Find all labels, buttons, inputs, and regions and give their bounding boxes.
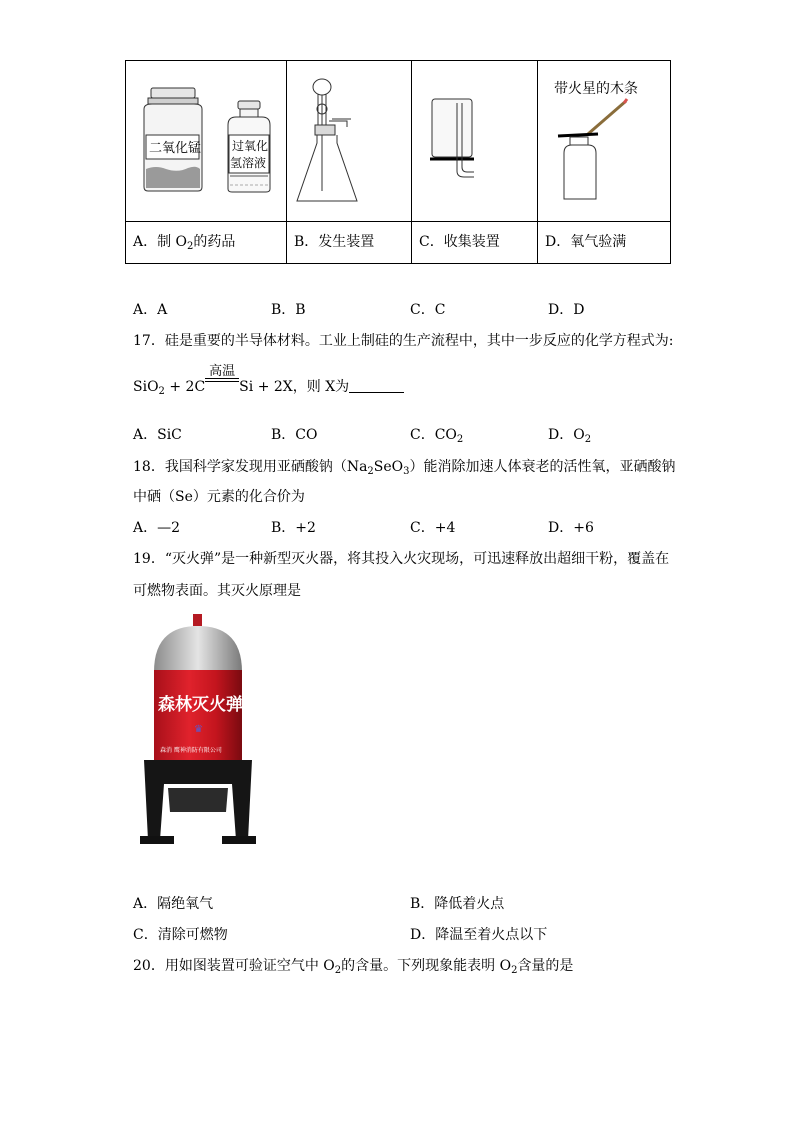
generator-cell bbox=[287, 61, 412, 222]
collector-cell bbox=[412, 61, 538, 222]
can-emblem: ♛ bbox=[194, 724, 203, 735]
bottle2-label-line1: 过氧化 bbox=[232, 139, 269, 153]
gas-collection-illustration bbox=[412, 61, 537, 217]
verify-cell bbox=[538, 61, 671, 222]
q18-option-c[interactable]: C．+4 bbox=[410, 520, 456, 536]
q17-option-b[interactable]: B．CO bbox=[271, 427, 318, 443]
q16-option-a[interactable]: A．A bbox=[133, 302, 168, 318]
q18-option-d[interactable]: D．+6 bbox=[548, 520, 594, 536]
q17-answer-blank[interactable] bbox=[349, 378, 404, 393]
q20-stem: 20．用如图装置可验证空气中 $O_2$的含量。下列现象能表明 $O_2$含量的是 bbox=[133, 958, 574, 976]
apparatus-table bbox=[125, 60, 671, 264]
q16-option-c[interactable]: C．C bbox=[410, 302, 446, 318]
splint-label: 带火星的木条 bbox=[554, 81, 638, 97]
can-small-text: 森消 鹰神消防有限公司 bbox=[160, 747, 222, 754]
oxygen-verify-illustration bbox=[538, 61, 670, 217]
caption-a: A．制 $O_2$的药品 bbox=[126, 222, 287, 264]
reaction-arrow: 高温 bbox=[205, 379, 239, 395]
q18-stem-line2: 中硒（Se）元素的化合价为 bbox=[133, 489, 305, 505]
q18-stem-line1: 18．我国科学家发现用亚硒酸钠$(Na_2SeO_3)$能消除加速人体衰老的活性氧，亚硒酸钠 bbox=[133, 459, 676, 477]
q19-option-a[interactable]: A．隔绝氧气 bbox=[133, 896, 214, 912]
q18-option-b[interactable]: B．+2 bbox=[271, 520, 316, 536]
q19-stem-line1: 19．“灭火弹”是一种新型灭火器，将其投入火灾现场，可迅速释放出超细干粉，覆盖在 bbox=[133, 551, 670, 567]
q17-option-a[interactable]: A．SiC bbox=[133, 427, 182, 443]
fire-extinguisher-bomb-image bbox=[140, 612, 260, 852]
caption-b: B．发生装置 bbox=[287, 222, 412, 264]
q16-option-b[interactable]: B．B bbox=[271, 302, 306, 318]
q19-option-d[interactable]: D．降温至着火点以下 bbox=[410, 927, 548, 943]
q17-equation: SiO$_2$ + 2C 高温 Si + 2X，则 X为 bbox=[133, 376, 404, 396]
q17-stem: 17．硅是重要的半导体材料。工业上制硅的生产流程中，其中一步反应的化学方程式为: bbox=[133, 333, 674, 349]
q17-option-d[interactable]: D．$O_2$ bbox=[548, 427, 592, 445]
reagents-cell bbox=[126, 61, 287, 222]
caption-c: C．收集装置 bbox=[412, 222, 538, 264]
q19-stem-line2: 可燃物表面。其灭火原理是 bbox=[133, 583, 301, 599]
q18-option-a[interactable]: A．—2 bbox=[133, 520, 181, 536]
q17-option-c[interactable]: C．$CO_2$ bbox=[410, 427, 464, 445]
reagent-bottles-illustration bbox=[126, 61, 286, 217]
bottle1-label: 二氧化锰 bbox=[149, 141, 202, 156]
q19-option-c[interactable]: C．清除可燃物 bbox=[133, 927, 228, 943]
can-label-text: 森林灭火弹 bbox=[158, 695, 243, 715]
bottle2-label-line2: 氢溶液 bbox=[230, 156, 267, 170]
q16-option-d[interactable]: D．D bbox=[548, 302, 585, 318]
flask-generator-illustration bbox=[287, 61, 411, 217]
q19-option-b[interactable]: B．降低着火点 bbox=[410, 896, 505, 912]
caption-d: D．氧气验满 bbox=[538, 222, 671, 264]
